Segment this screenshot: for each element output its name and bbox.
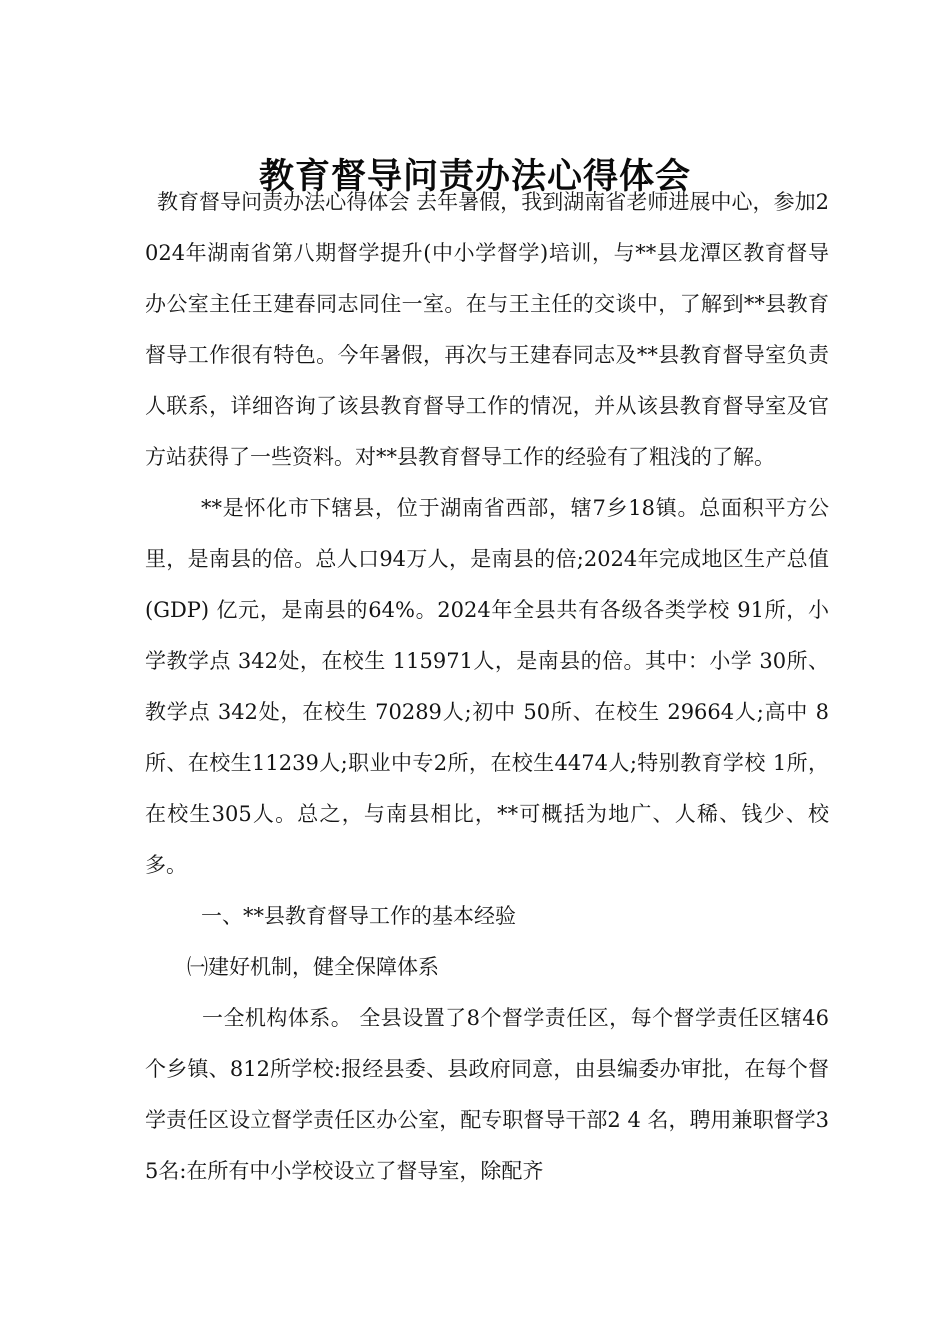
section-heading: 一、**县教育督导工作的基本经验: [201, 904, 516, 928]
paragraph-institution-system: 一全机构体系。 全县设置了8个督学责任区，每个督学责任区辖46个乡镇、812所学校:报经县委、县政府同意，由县编委办审批，在每个督学责任区设立督学责任区办公室，配专职督导干部2 4 名，聘用兼职督学35名:在所有中小学校设立了督导室，除配齐: [145, 1006, 829, 1183]
paragraph-county-overview: **是怀化市下辖县，位于湖南省西部，辖7乡18镇。总面积平方公里，是南县的倍。总人口94万人，是南县的倍;2024年完成地区生产总值(GDP) 亿元，是南县的64%。2024年全县共有各级各类学校 91所，小学教学点 342处，在校生 115971人，是南县的倍。其中：小学 30所、教学点 342处，在校生 70289人;初中 50所、在校生 29664人;高中 8所、在校生11239人;职业中专2所，在校生4474人;特别教育学校 1所，在校生305人。总之，与南县相比，**可概括为地广、人稀、钱少、校多。: [145, 496, 829, 877]
document-body: [145, 177, 829, 1197]
paragraph-intro: 教育督导问责办法心得体会 去年暑假，我到湖南省老师进展中心，参加2024年湖南省第八期督学提升(中小学督学)培训，与**县龙潭区教育督导办公室主任王建春同志同住一室。在与王主任的交谈中，了解到**县教育督导工作很有特色。今年暑假，再次与王建春同志及**县教育督导室负责人联系，详细咨询了该县教育督导工作的情况，并从该县教育督导室及官方站获得了一些资料。对**县教育督导工作的经验有了粗浅的了解。: [145, 190, 829, 469]
document-title: 教育督导问责办法心得体会: [258, 156, 691, 198]
subsection-heading: ㈠建好机制，健全保障体系: [187, 955, 439, 979]
